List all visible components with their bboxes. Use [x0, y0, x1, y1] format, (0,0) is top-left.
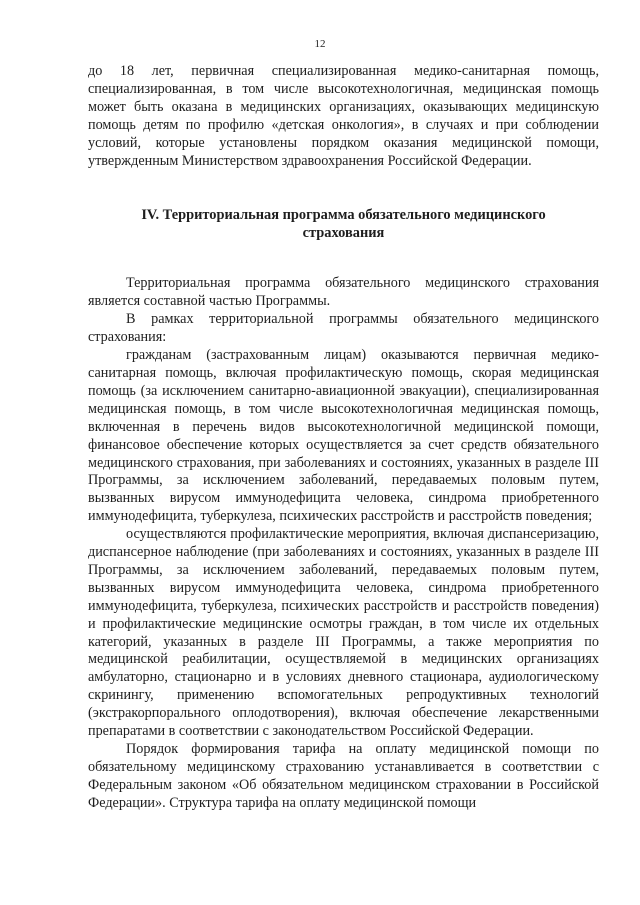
paragraph-care-provided: гражданам (застрахованным лицам) оказываются первичная медико-санитарная помощь, включая профилактическую помощь, скорая медицинская помощь (за исключением санитарно-авиационной эвакуации), специализированная медицинская помощь, в том числе высокотехнологичная медицинская помощь, включенная в перечень видов высокотехнологичной медицинской помощи, финансовое обеспечение которых осуществляется за счет средств обязательного медицинского страхования, при заболеваниях и состояниях, указанных в разделе III Программы, за исключением заболеваний, передаваемых половым путем, вызванных вирусом иммунодефицита человека, синдрома приобретенного иммунодефицита, туберкулеза, психических расстройств и расстройств поведения; — [88, 347, 599, 525]
paragraph-preventive-measures: осуществляются профилактические мероприятия, включая диспансеризацию, диспансерное наблюдение (при заболеваниях и состояниях, указанных в разделе III Программы, за исключением заболеваний, передаваемых половым путем, вызванных вирусом иммунодефицита человека, синдрома приобретенного иммунодефицита, туберкулеза, психических расстройств и расстройств поведения) и профилактические медицинские осмотры граждан, в том числе их отдельных категорий, указанных в разделе III Программы, а также мероприятия по медицинской реабилитации, осуществляемой в медицинских организациях амбулаторно, стационарно и в условиях дневного стационара, аудиологическому скринингу, применению вспомогательных репродуктивных технологий (экстракорпорального оплодотворения), включая обеспечение лекарственными препаратами в соответствии с законодательством Российской Федерации. — [88, 526, 599, 740]
document-body — [88, 63, 599, 813]
page-number: 12 — [314, 38, 326, 50]
paragraph-program-definition: Территориальная программа обязательного медицинского страхования является составной частью Программы. — [88, 275, 599, 310]
section-heading: IV. Территориальная программа обязательного медицинского страхования — [141, 207, 546, 242]
paragraph-program-scope-intro: В рамках территориальной программы обязательного медицинского страхования: — [88, 311, 599, 346]
paragraph-tariff-procedure: Порядок формирования тарифа на оплату медицинской помощи по обязательному медицинскому страхованию устанавливается в соответствии с Федеральным законом «Об обязательном медицинском страховании в Российской Федерации». Структура тарифа на оплату медицинской помощи — [88, 741, 599, 811]
paragraph-continuation: до 18 лет, первичная специализированная медико-санитарная помощь, специализированная, в том числе высокотехнологичная, медицинская помощь может быть оказана в медицинских организациях, оказывающих медицинскую помощь детям по профилю «детская онкология», в случаях и при соблюдении условий, которые установлены порядком оказания медицинской помощи, утвержденным Министерством здравоохранения Российской Федерации. — [88, 63, 599, 169]
